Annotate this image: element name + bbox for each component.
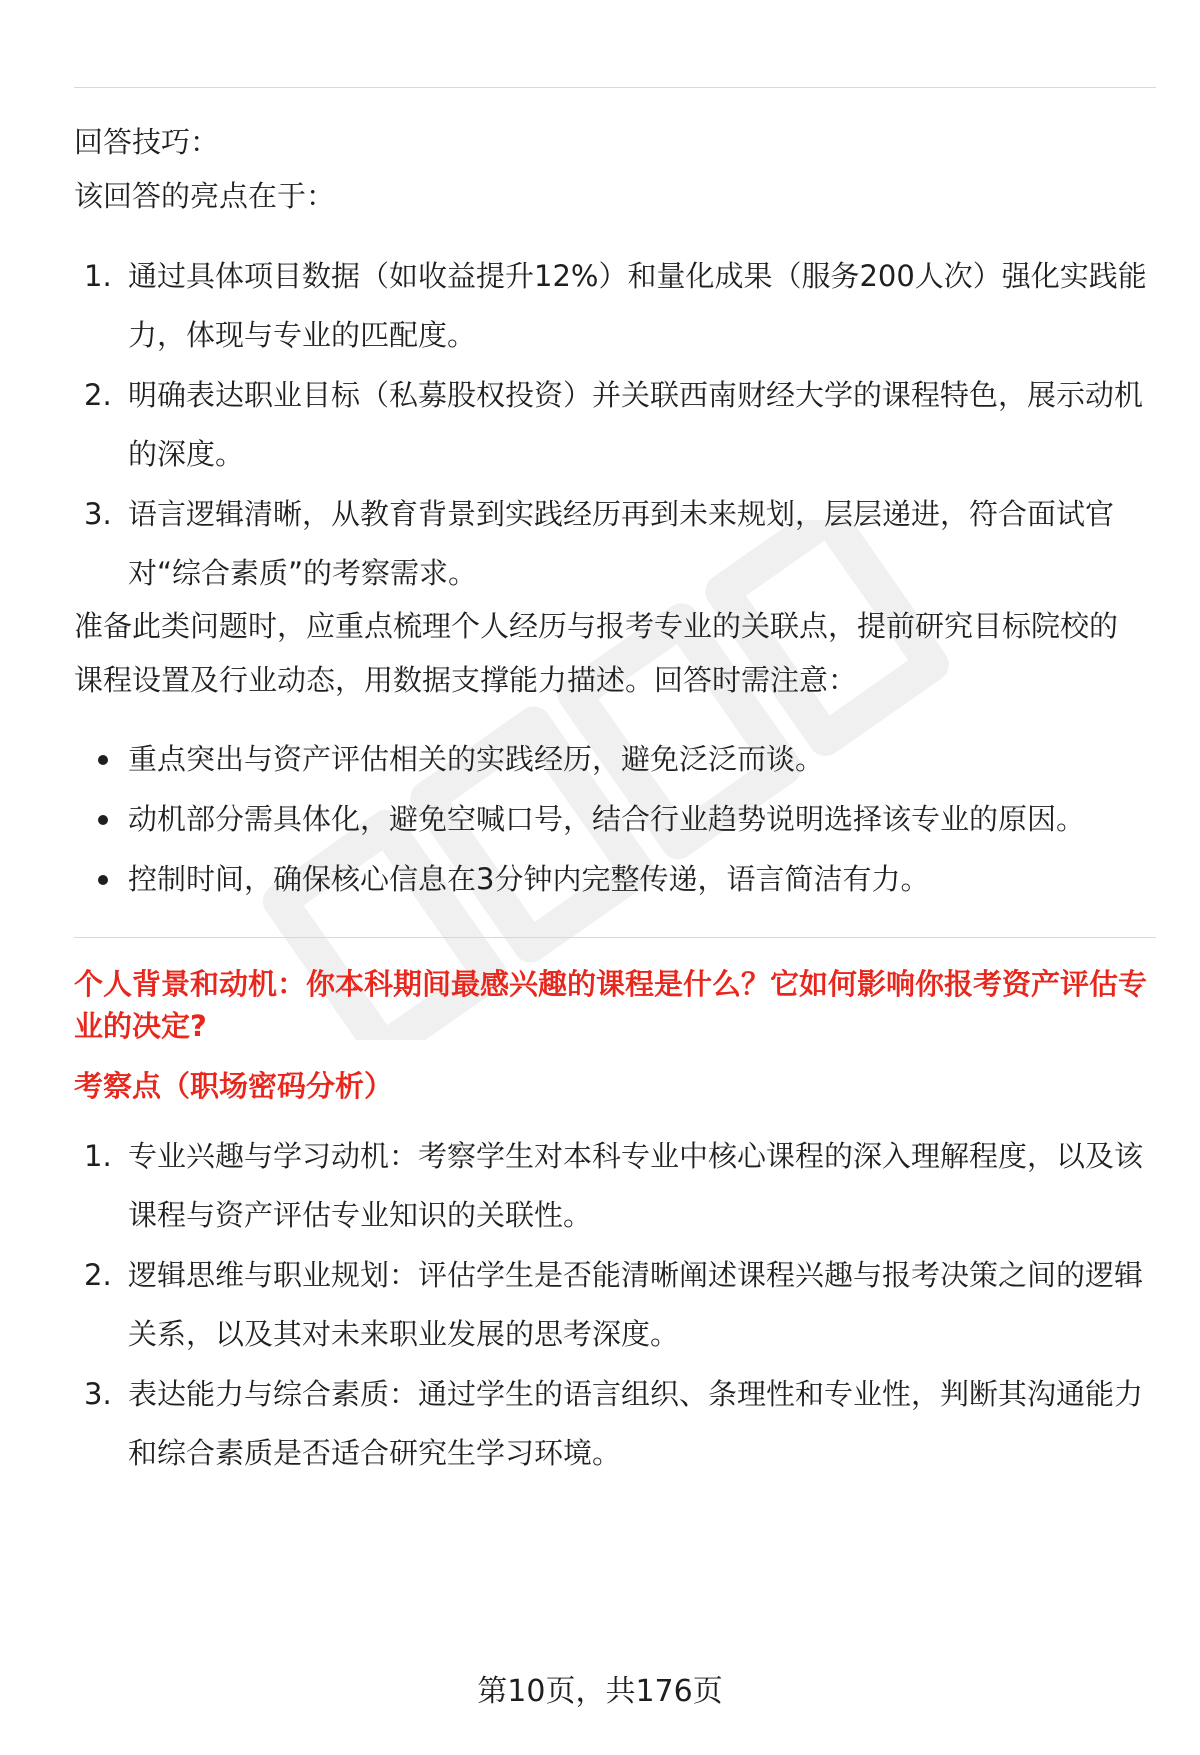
top-divider bbox=[74, 87, 1156, 88]
highlights-list bbox=[74, 247, 1156, 604]
list-item bbox=[74, 1127, 1156, 1245]
list-text: 语言逻辑清晰，从教育背景到实践经历再到未来规划，层层递进，符合面试官对“综合素质”的考察需求。 bbox=[128, 497, 1115, 590]
list-text: 明确表达职业目标（私募股权投资）并关联西南财经大学的课程特色，展示动机的深度。 bbox=[128, 378, 1144, 471]
bullet-text: 控制时间，确保核心信息在3分钟内完整传递，语言简洁有力。 bbox=[128, 862, 930, 896]
list-item bbox=[74, 730, 1156, 789]
answer-tips-heading: 回答技巧： bbox=[74, 125, 220, 159]
bullet-text: 重点突出与资产评估相关的实践经历，避免泛泛而谈。 bbox=[128, 742, 825, 776]
question-title: 个人背景和动机：你本科期间最感兴趣的课程是什么？它如何影响你报考资产评估专业的决定? bbox=[74, 967, 1148, 1043]
list-text: 专业兴趣与学习动机：考察学生对本科专业中核心课程的深入理解程度，以及该课程与资产评估专业知识的关联性。 bbox=[128, 1139, 1144, 1232]
bullet-icon bbox=[98, 755, 108, 765]
section-divider bbox=[74, 937, 1156, 938]
list-number: 3. bbox=[84, 497, 112, 531]
list-item bbox=[74, 850, 1156, 909]
notes-bullet-list bbox=[74, 730, 1156, 910]
list-number: 2. bbox=[84, 1258, 112, 1292]
bullet-icon bbox=[98, 815, 108, 825]
list-item bbox=[74, 485, 1156, 603]
list-number: 1. bbox=[84, 1139, 112, 1173]
list-item bbox=[74, 1246, 1156, 1364]
list-number: 2. bbox=[84, 378, 112, 412]
answer-highlights-intro: 该回答的亮点在于： bbox=[74, 179, 336, 213]
list-item bbox=[74, 790, 1156, 849]
list-item bbox=[74, 1365, 1156, 1483]
list-text: 表达能力与综合素质：通过学生的语言组织、条理性和专业性，判断其沟通能力和综合素质是否适合研究生学习环境。 bbox=[128, 1377, 1144, 1470]
bullet-text: 动机部分需具体化，避免空喊口号，结合行业趋势说明选择该专业的原因。 bbox=[128, 802, 1086, 836]
list-number: 1. bbox=[84, 259, 112, 293]
list-text: 逻辑思维与职业规划：评估学生是否能清晰阐述课程兴趣与报考决策之间的逻辑关系，以及其对未来职业发展的思考深度。 bbox=[128, 1258, 1144, 1351]
page-number: 第10页，共176页 bbox=[477, 1674, 723, 1709]
assessment-points-list bbox=[74, 1127, 1156, 1484]
list-item bbox=[74, 247, 1156, 365]
list-item bbox=[74, 366, 1156, 484]
advice-paragraph-line-1: 准备此类问题时，应重点梳理个人经历与报考专业的关联点，提前研究目标院校的 bbox=[74, 609, 1119, 643]
advice-paragraph-line-2: 课程设置及行业动态，用数据支撑能力描述。回答时需注意： bbox=[74, 663, 858, 697]
list-text: 通过具体项目数据（如收益提升12%）和量化成果（服务200人次）强化实践能力，体现与专业的匹配度。 bbox=[128, 259, 1147, 352]
bullet-icon bbox=[98, 875, 108, 885]
list-number: 3. bbox=[84, 1377, 112, 1411]
assessment-points-heading: 考察点（职场密码分析） bbox=[74, 1069, 394, 1103]
